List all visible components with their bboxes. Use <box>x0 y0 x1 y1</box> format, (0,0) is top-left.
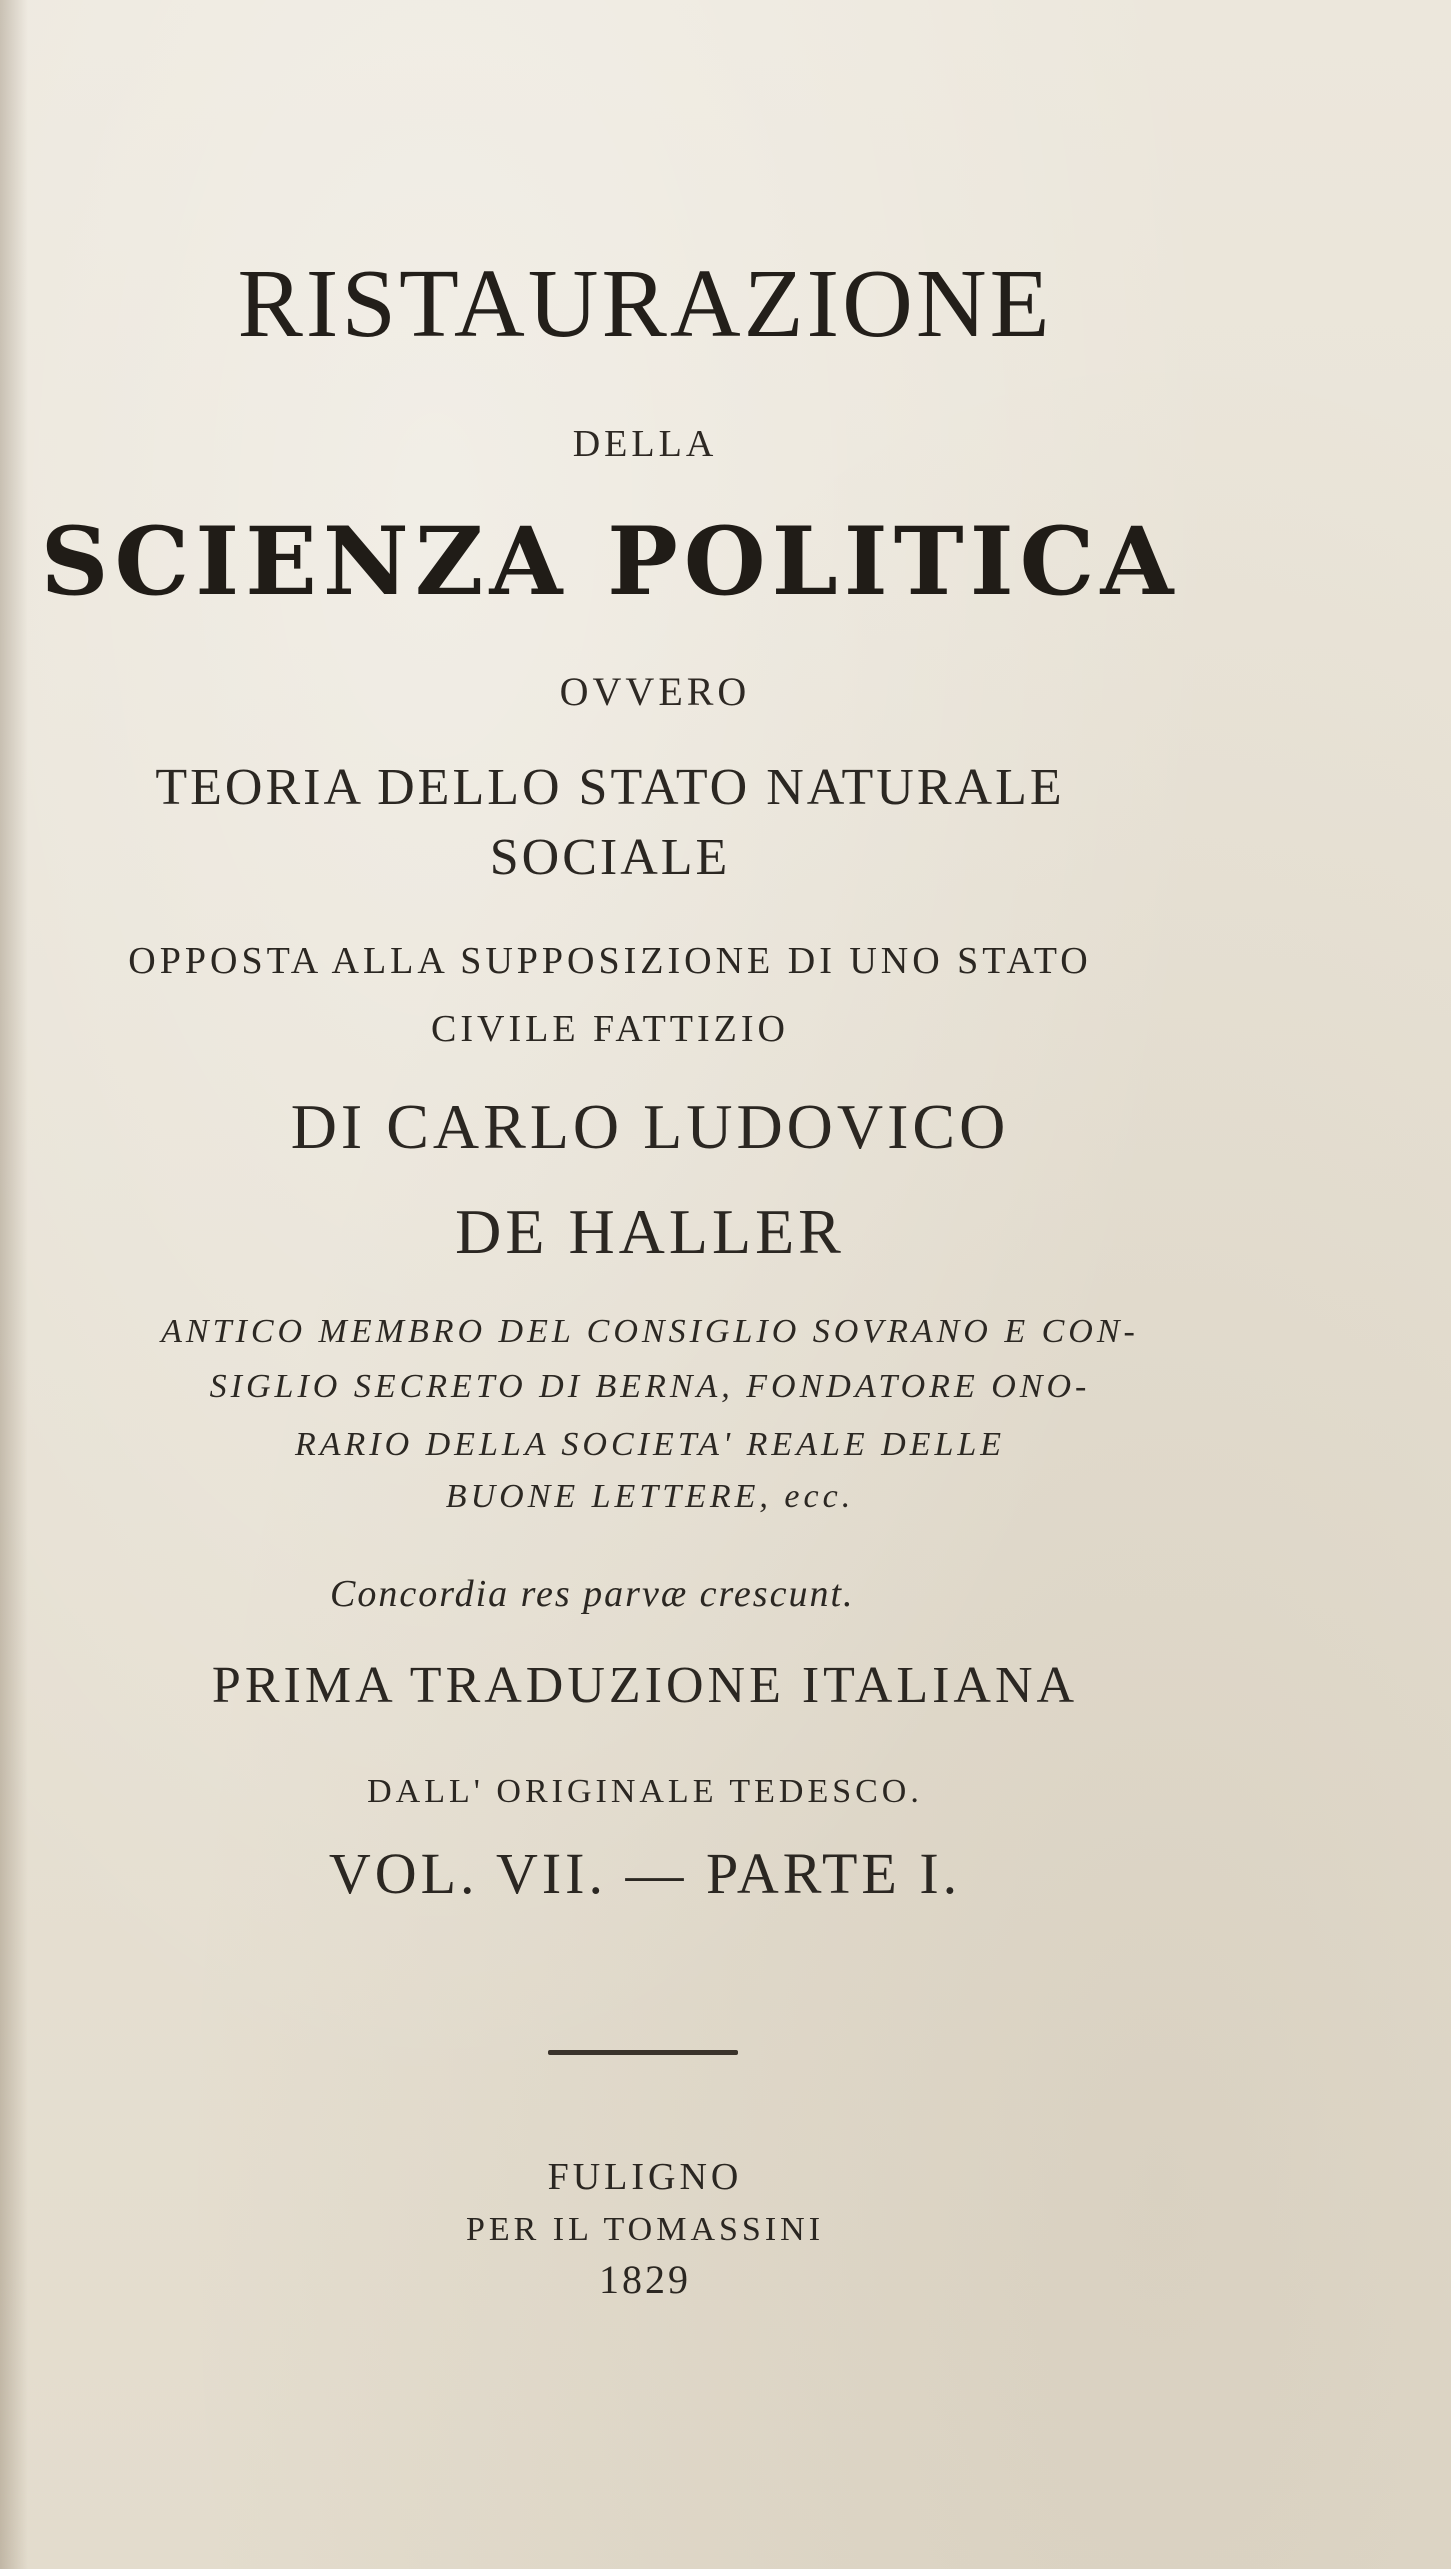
book-subject: SCIENZA POLITICA <box>40 507 1180 617</box>
imprint-year: 1829 <box>599 2257 691 2302</box>
decorative-rule <box>548 2050 738 2055</box>
imprint-printer: PER IL TOMASSINI <box>465 2211 825 2248</box>
subtitle-line-1: TEORIA DELLO STATO NATURALE <box>155 759 1065 816</box>
author-name-line-1: DI CARLO LUDOVICO <box>290 1091 1010 1162</box>
translation-note: PRIMA TRADUZIONE ITALIANA <box>211 1657 1079 1714</box>
book-title: RISTAURAZIONE <box>237 250 1053 358</box>
opposition-line-1: OPPOSTA ALLA SUPPOSIZIONE DI UNO STATO <box>128 940 1092 982</box>
author-name-line-2: DE HALLER <box>455 1196 845 1267</box>
author-credentials-line: ANTICO MEMBRO DEL CONSIGLIO SOVRANO E CON- <box>161 1313 1139 1350</box>
subtitle-line-2: SOCIALE <box>489 829 731 886</box>
author-credentials-line: BUONE LETTERE, ecc. <box>445 1478 855 1515</box>
opposition-line-2: CIVILE FATTIZIO <box>431 1008 789 1050</box>
imprint-city: FULIGNO <box>547 2156 743 2198</box>
title-ovvero: OVVERO <box>559 669 751 714</box>
author-credentials-line: RARIO DELLA SOCIETA' REALE DELLE <box>294 1426 1006 1463</box>
author-credentials-line: SIGLIO SECRETO DI BERNA, FONDATORE ONO- <box>209 1368 1091 1405</box>
latin-motto: Concordia res parvæ crescunt. <box>330 1573 855 1615</box>
volume-designation: VOL. VII. — PARTE I. <box>328 1841 962 1906</box>
title-connector: DELLA <box>572 423 718 465</box>
original-language-note: DALL' ORIGINALE TEDESCO. <box>367 1773 923 1810</box>
